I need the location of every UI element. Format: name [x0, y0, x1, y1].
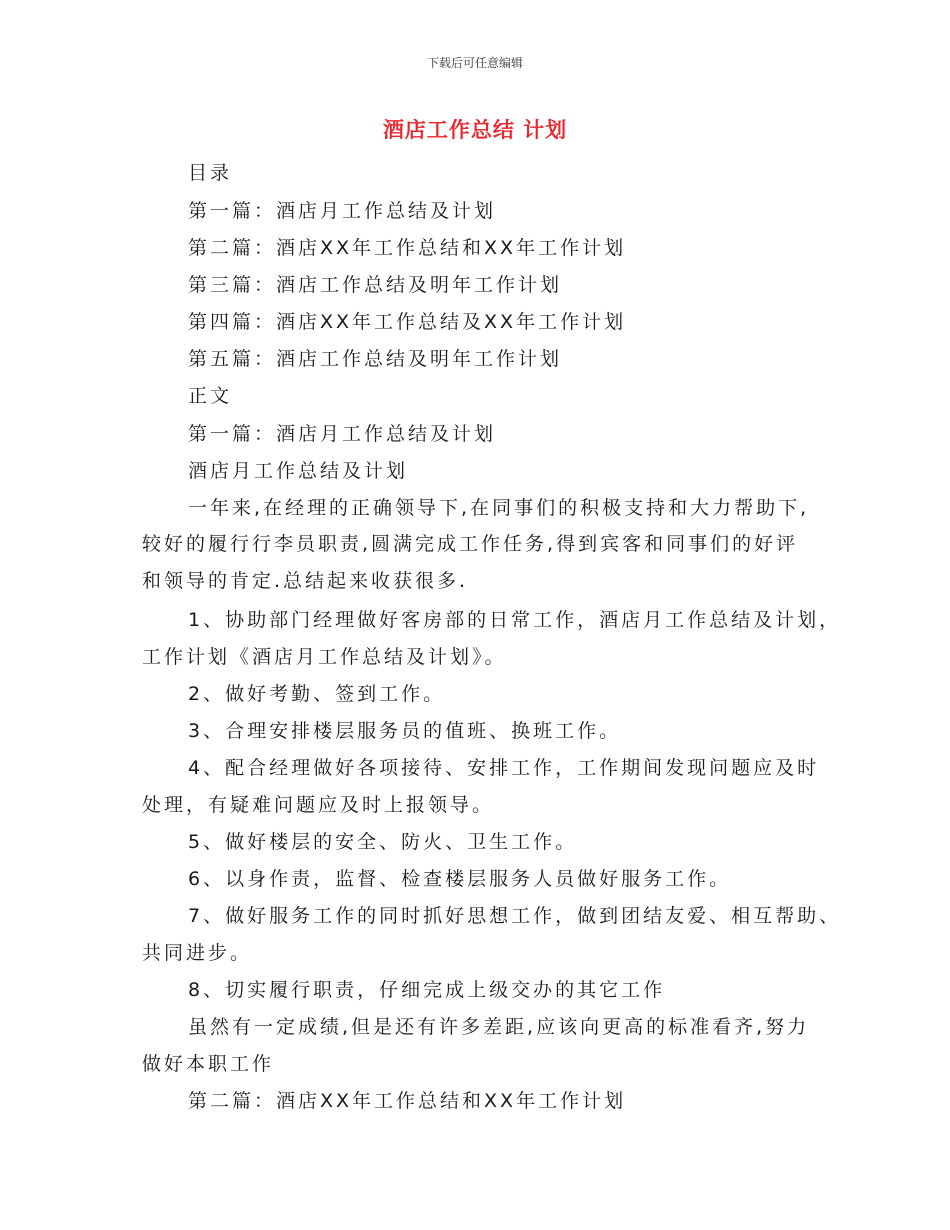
document-title: 酒店工作总结 计划 — [382, 117, 568, 142]
toc-item: 第五篇：酒店工作总结及明年工作计划 — [188, 348, 563, 370]
list-item-line: 4、配合经理做好各项接待、安排工作，工作期间发现问题应及时 — [188, 757, 820, 779]
paragraph-line: 一年来,在经理的正确领导下,在同事们的积极支持和大力帮助下, — [188, 497, 810, 519]
body-heading: 正文 — [188, 385, 233, 407]
list-item-line: 工作计划《酒店月工作总结及计划》。 — [142, 646, 507, 668]
toc-item: 第三篇：酒店工作总结及明年工作计划 — [188, 274, 563, 296]
list-item-line: 7、做好服务工作的同时抓好思想工作，做到团结友爱、相互帮助、 — [188, 905, 842, 927]
list-item-line: 2、做好考勤、签到工作。 — [188, 683, 446, 705]
list-item-line: 处理，有疑难问题应及时上报领导。 — [142, 794, 495, 816]
paragraph-line: 虽然有一定成绩,但是还有许多差距,应该向更高的标准看齐,努力 — [188, 1016, 810, 1038]
toc-heading: 目录 — [188, 162, 233, 184]
list-item-line: 1、协助部门经理做好客房部的日常工作，酒店月工作总结及计划， — [188, 609, 842, 631]
chapter2-label: 第二篇：酒店XX年工作总结和XX年工作计划 — [188, 1090, 627, 1112]
paragraph-line: 和领导的肯定.总结起来收获很多. — [142, 570, 469, 592]
header-note: 下载后可任意编辑 — [426, 56, 523, 70]
chapter1-label: 第一篇：酒店月工作总结及计划 — [188, 423, 497, 445]
list-item-line: 5、做好楼层的安全、防火、卫生工作。 — [188, 831, 578, 853]
toc-item: 第四篇：酒店XX年工作总结及XX年工作计划 — [188, 311, 627, 333]
paragraph-line: 做好本职工作 — [142, 1053, 275, 1075]
toc-item: 第一篇：酒店月工作总结及计划 — [188, 200, 497, 222]
toc-item: 第二篇：酒店XX年工作总结和XX年工作计划 — [188, 237, 627, 259]
list-item-line: 3、合理安排楼层服务员的值班、换班工作。 — [188, 720, 622, 742]
list-item-line: 8、切实履行职责，仔细完成上级交办的其它工作 — [188, 979, 666, 1001]
paragraph-line: 较好的履行行李员职责,圆满完成工作任务,得到宾客和同事们的好评 — [142, 533, 799, 555]
chapter1-title: 酒店月工作总结及计划 — [188, 460, 409, 482]
list-item-line: 共同进步。 — [142, 942, 253, 964]
list-item-line: 6、以身作责，监督、检查楼层服务人员做好服务工作。 — [188, 868, 732, 890]
